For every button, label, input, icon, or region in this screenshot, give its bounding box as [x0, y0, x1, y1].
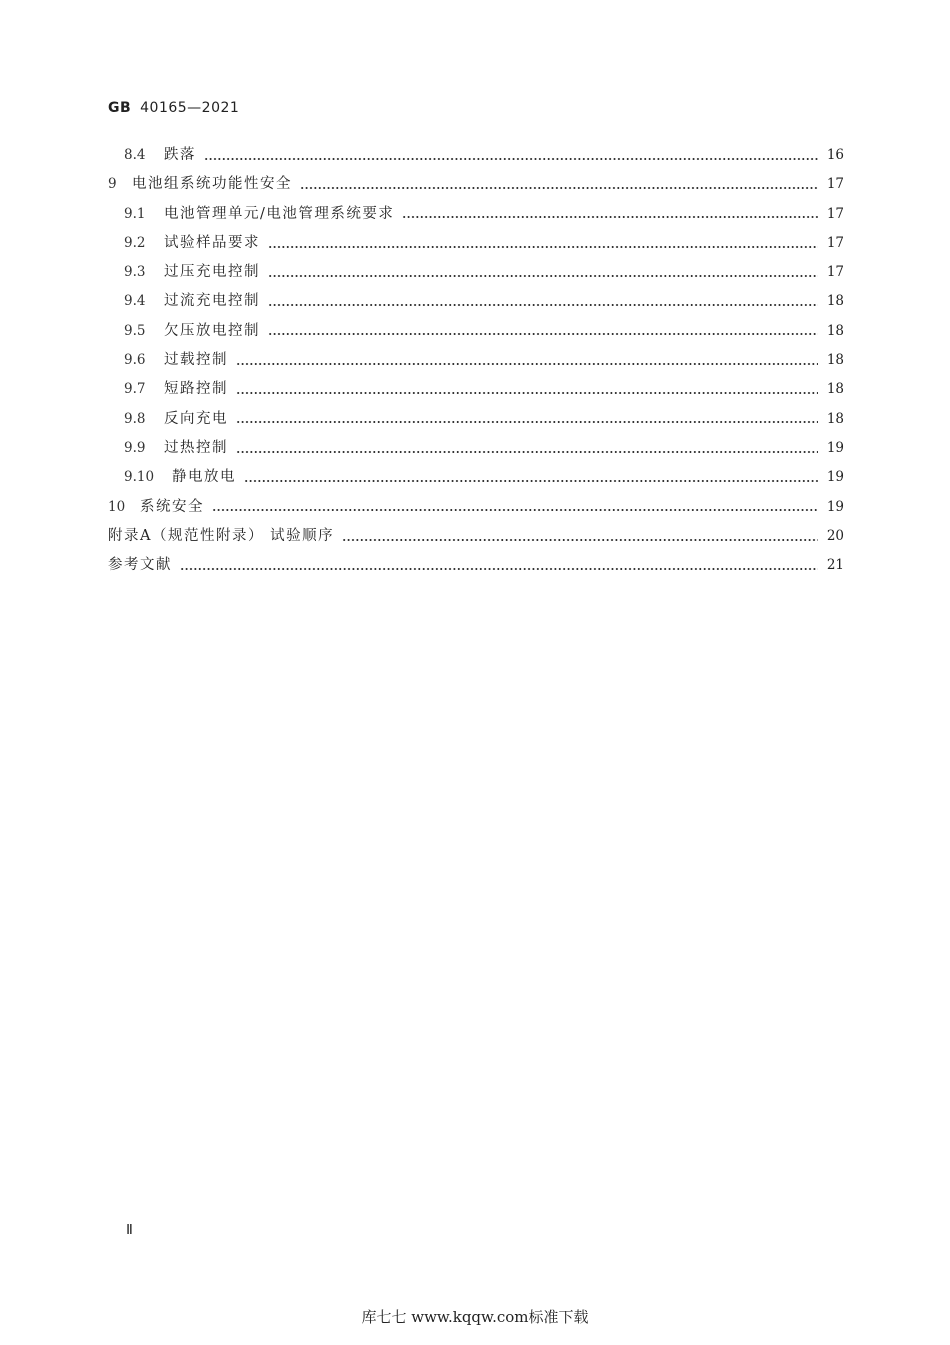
toc-entry-page: 17: [826, 264, 844, 281]
toc-dot-leader: [268, 246, 818, 248]
toc-entry-title: 欠压放电控制: [164, 322, 260, 339]
toc-entry-9-7[interactable]: [108, 375, 844, 404]
toc-entry-page: 16: [826, 147, 844, 163]
toc-entry-9-3[interactable]: [108, 258, 844, 287]
toc-entry-page: 18: [826, 352, 844, 369]
standard-number: 40165—2021: [140, 100, 240, 116]
toc-entry-9-1[interactable]: [108, 200, 844, 229]
toc-entry-8-4[interactable]: [108, 141, 844, 170]
toc-entry-9-4[interactable]: [108, 287, 844, 316]
toc-entry-page: 19: [826, 439, 844, 456]
toc-dot-leader: [300, 187, 818, 189]
standard-prefix: GB: [108, 100, 132, 116]
toc-entry-title: 电池管理单元/电池管理系统要求: [164, 205, 395, 222]
toc-entry-title: 试验样品要求: [164, 234, 260, 251]
toc-dot-leader: [244, 480, 818, 482]
toc-entry-number: 9.2: [124, 234, 146, 251]
toc-entry-page: 21: [826, 557, 844, 574]
toc-entry-page: 19: [826, 469, 844, 486]
toc-entry-9-10[interactable]: [108, 463, 844, 492]
toc-entry-number: 9.3: [124, 264, 146, 281]
toc-entry-number: 10: [108, 498, 126, 515]
toc-entry-page: 18: [826, 410, 844, 427]
toc-entry-number: 9.4: [124, 293, 146, 310]
toc-entry-page: 17: [826, 205, 844, 222]
toc-entry-title: 附录A（规范性附录） 试验顺序: [108, 527, 335, 544]
toc-entry-number: 9.1: [124, 205, 146, 222]
toc-entry-9-2[interactable]: [108, 229, 844, 258]
toc-entry-number: 8.4: [124, 147, 146, 163]
toc-entry-title: 静电放电: [172, 469, 236, 486]
toc-dot-leader: [268, 333, 818, 335]
toc-dot-leader: [236, 363, 818, 365]
toc-entry-number: 9.5: [124, 322, 146, 339]
toc-entry-title: 过热控制: [164, 439, 228, 456]
toc-entry-number: 9: [108, 176, 117, 193]
toc-dot-leader: [268, 304, 818, 306]
table-of-contents: [108, 141, 844, 580]
toc-dot-leader: [204, 158, 818, 160]
toc-entry-title: 跌落: [164, 147, 196, 163]
toc-entry-title: 过载控制: [164, 352, 228, 369]
toc-entry-page: 17: [826, 234, 844, 251]
toc-entry-9-5[interactable]: [108, 317, 844, 346]
toc-entry-references[interactable]: [108, 551, 844, 580]
toc-entry-title: 过流充电控制: [164, 293, 260, 310]
document-header: [108, 100, 239, 116]
toc-entry-number: 9.10: [124, 469, 155, 486]
toc-dot-leader: [342, 539, 818, 541]
toc-entry-number: 9.7: [124, 381, 146, 398]
toc-entry-page: 18: [826, 381, 844, 398]
toc-dot-leader: [236, 392, 818, 394]
toc-entry-page: 20: [826, 527, 844, 544]
toc-entry-number: 9.8: [124, 410, 146, 427]
toc-entry-title: 过压充电控制: [164, 264, 260, 281]
toc-entry-10[interactable]: [108, 493, 844, 522]
toc-entry-page: 18: [826, 293, 844, 310]
toc-dot-leader: [402, 216, 818, 218]
toc-entry-page: 17: [826, 176, 844, 193]
page-number: Ⅱ: [126, 1223, 133, 1238]
toc-dot-leader: [212, 509, 818, 511]
toc-entry-title: 短路控制: [164, 381, 228, 398]
toc-dot-leader: [268, 275, 818, 277]
toc-entry-title: 反向充电: [164, 410, 228, 427]
toc-entry-9-6[interactable]: [108, 346, 844, 375]
toc-entry-page: 19: [826, 498, 844, 515]
toc-dot-leader: [236, 421, 818, 423]
toc-entry-9-8[interactable]: [108, 405, 844, 434]
toc-entry-page: 18: [826, 322, 844, 339]
toc-dot-leader: [236, 451, 818, 453]
toc-entry-title: 系统安全: [140, 498, 204, 515]
toc-entry-appendix-a[interactable]: [108, 522, 844, 551]
footer-watermark-text: 库七七 www.kqqw.com标准下载: [361, 1308, 589, 1326]
toc-entry-9-9[interactable]: [108, 434, 844, 463]
toc-entry-9[interactable]: [108, 170, 844, 199]
toc-dot-leader: [180, 568, 818, 570]
toc-entry-number: 9.6: [124, 352, 146, 369]
toc-entry-number: 9.9: [124, 439, 146, 456]
toc-entry-title: 电池组系统功能性安全: [132, 176, 292, 193]
toc-entry-title: 参考文献: [108, 557, 172, 574]
